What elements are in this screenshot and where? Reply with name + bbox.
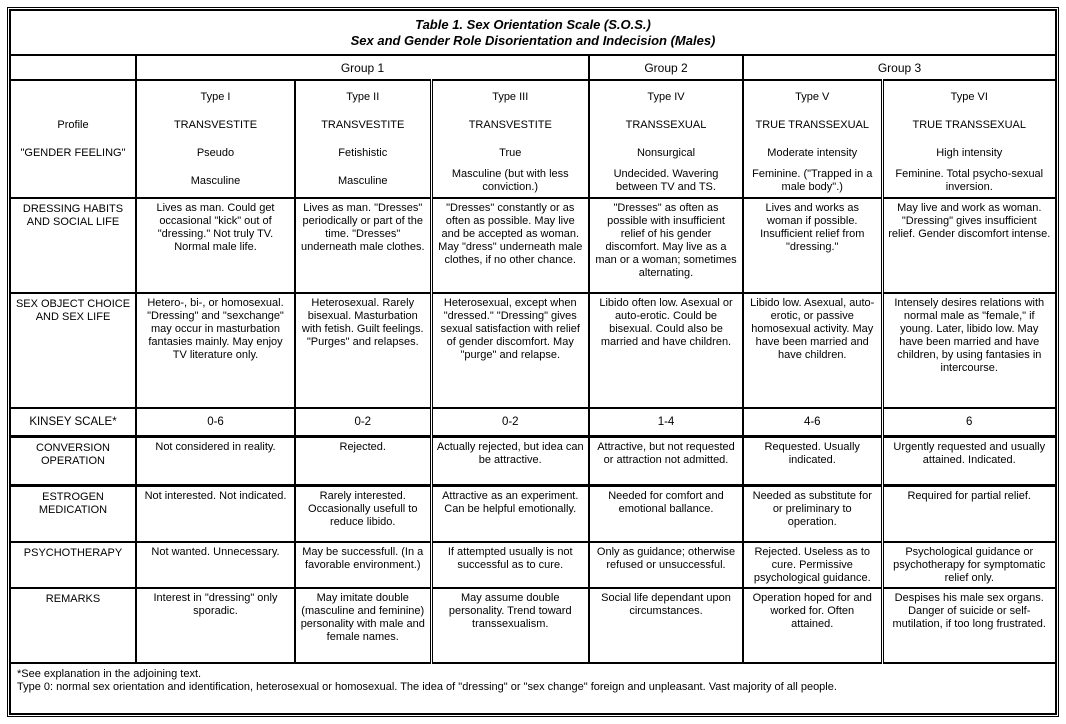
table-cell: Libido low. Asexual, auto-erotic, or passive homosexual activity. May have been married and have children. — [743, 293, 882, 408]
feeling-label: Masculine (but with less conviction.) — [451, 168, 569, 193]
category-label: TRANSSEXUAL — [625, 118, 707, 131]
row-label-estrogen-medication: ESTROGEN MEDICATION — [11, 485, 136, 542]
row-label-conversion-operation: CONVERSION OPERATION — [11, 436, 136, 485]
table-inner-border — [9, 9, 1057, 715]
table-cell: May assume double personality. Trend toward transsexualism. — [431, 588, 589, 663]
table-cell: Rejected. — [295, 436, 431, 485]
row-label-remarks: REMARKS — [11, 588, 136, 663]
table-cell: Only as guidance; otherwise refused or unsuccessful. — [589, 542, 743, 588]
profile-label-spacer — [14, 167, 132, 195]
conversion-operation-row — [11, 436, 1055, 485]
psychotherapy-row — [11, 542, 1055, 588]
remarks-row — [11, 588, 1055, 663]
kinsey-scale-row — [11, 408, 1055, 436]
profile-cell-type-vi — [882, 80, 1055, 198]
group-2-header: Group 2 — [589, 55, 743, 80]
table-cell: Not interested. Not indicated. — [136, 485, 295, 542]
variant-label: Fetishistic — [338, 146, 388, 159]
table-cell: 1-4 — [589, 408, 743, 436]
table-cell: Social life dependant upon circumstances. — [589, 588, 743, 663]
table-cell: Needed for comfort and emotional ballance. — [589, 485, 743, 542]
table-cell: Heterosexual. Rarely bisexual. Masturbation with fetish. Guilt feelings. "Purges" and relapses. — [295, 293, 431, 408]
variant-label: Moderate intensity — [767, 146, 858, 159]
table-subtitle: Sex and Gender Role Disorientation and Indecision (Males) — [350, 32, 716, 48]
sex-object-row — [11, 293, 1055, 408]
type-label: Type V — [795, 90, 830, 103]
footnote-type-0: Type 0: normal sex orientation and identification, heterosexual or homosexual. The idea of "dressing" or "sex change" foreign and unpleasant. Vast majority of all people. — [17, 681, 837, 693]
table-cell: Urgently requested and usually attained. Indicated. — [882, 436, 1055, 485]
table-cell: Intensely desires relations with normal male as "female," if young. Later, libido low. May have been married and have children, by using fantasies in intercourse. — [882, 293, 1055, 408]
table-cell: 6 — [882, 408, 1055, 436]
table-cell: Required for partial relief. — [882, 485, 1055, 542]
category-label: TRUE TRANSSEXUAL — [912, 118, 1026, 131]
profile-cell-type-iv — [589, 80, 743, 198]
group-1-header: Group 1 — [136, 55, 589, 80]
feeling-label: Feminine. ("Trapped in a male body".) — [752, 168, 873, 193]
table-cell: 0-6 — [136, 408, 295, 436]
table-cell: May imitate double (masculine and feminine) personality with male and female names. — [295, 588, 431, 663]
profile-label: Profile — [57, 118, 89, 131]
table-cell: Libido often low. Asexual or auto-erotic. Could be bisexual. Could also be married and have children. — [589, 293, 743, 408]
footnote-asterisk: *See explanation in the adjoining text. — [17, 668, 202, 680]
table-cell: Heterosexual, except when "dressed." "Dressing" gives sexual satisfaction with relief of gender discomfort. May "purge" and relapse. — [431, 293, 589, 408]
feeling-label: Undecided. Wavering between TV and TS. — [613, 168, 719, 193]
table-cell: Rarely interested. Occasionally usefull to reduce libido. — [295, 485, 431, 542]
estrogen-medication-row — [11, 485, 1055, 542]
type-label: Type I — [200, 90, 231, 103]
type-label: Type IV — [647, 90, 685, 103]
table-cell: Hetero-, bi-, or homosexual. "Dressing" and "sexchange" may occur in masturbation fantasies mainly. May enjoy TV literature only. — [136, 293, 295, 408]
sos-table — [11, 11, 1055, 713]
table-cell: If attempted usually is not successful as to cure. — [431, 542, 589, 588]
footnote-cell — [11, 663, 1055, 713]
row-label-sex-object: SEX OBJECT CHOICE AND SEX LIFE — [11, 293, 136, 408]
group-header-row — [11, 55, 1055, 80]
table-cell: 4-6 — [743, 408, 882, 436]
table-title-cell — [11, 11, 1055, 55]
type-label: Type II — [346, 90, 380, 103]
table-cell: Requested. Usually indicated. — [743, 436, 882, 485]
table-cell: 0-2 — [295, 408, 431, 436]
profile-cell-type-v — [743, 80, 882, 198]
variant-label: Pseudo — [196, 146, 235, 159]
profile-cell-type-iii — [431, 80, 589, 198]
type-label: Type III — [492, 90, 529, 103]
title-row — [11, 11, 1055, 55]
table-cell: Psychological guidance or psychotherapy for symptomatic relief only. — [882, 542, 1055, 588]
category-label: TRUE TRANSSEXUAL — [755, 118, 869, 131]
table-cell: Lives as man. Could get occasional "kick" out of "dressing." Not truly TV. Normal male life. — [136, 198, 295, 293]
type-label: Type VI — [950, 90, 988, 103]
profile-cell-type-i — [136, 80, 295, 198]
profile-label-spacer — [14, 83, 132, 111]
table-cell: May be successfull. (In a favorable environment.) — [295, 542, 431, 588]
table-cell: Actually rejected, but idea can be attractive. — [431, 436, 589, 485]
category-label: TRANSVESTITE — [173, 118, 258, 131]
table-cell: Interest in "dressing" only sporadic. — [136, 588, 295, 663]
row-label-psychotherapy: PSYCHOTHERAPY — [11, 542, 136, 588]
table-outer-border — [7, 7, 1059, 717]
profile-cell-type-ii — [295, 80, 431, 198]
variant-label: High intensity — [936, 146, 1003, 159]
table-cell: Rejected. Useless as to cure. Permissive psychological guidance. — [743, 542, 882, 588]
table-cell: Attractive, but not requested or attraction not admitted. — [589, 436, 743, 485]
table-cell: "Dresses" constantly or as often as possible. May live and be accepted as woman. May "dress" underneath male clothes, if no other chance. — [431, 198, 589, 293]
feeling-label: Feminine. Total psycho-sexual inversion. — [895, 168, 1044, 193]
profile-row-label — [11, 80, 136, 198]
table-cell: Attractive as an experiment. Can be helpful emotionally. — [431, 485, 589, 542]
variant-label: Nonsurgical — [636, 146, 696, 159]
dressing-habits-row — [11, 198, 1055, 293]
footnote-row — [11, 663, 1055, 713]
group-3-header: Group 3 — [743, 55, 1055, 80]
feeling-label: Masculine — [337, 174, 388, 187]
table-cell: Despises his male sex organs. Danger of suicide or self-mutilation, if too long frustrated. — [882, 588, 1055, 663]
table-cell: May live and work as woman. "Dressing" gives insufficient relief. Gender discomfort intense. — [882, 198, 1055, 293]
table-cell: Operation hoped for and worked for. Often attained. — [743, 588, 882, 663]
category-label: TRANSVESTITE — [321, 118, 405, 131]
group-header-spacer — [11, 55, 136, 80]
row-label-kinsey-scale: KINSEY SCALE* — [11, 408, 136, 436]
table-cell: Needed as substitute for or preliminary to operation. — [743, 485, 882, 542]
category-label: TRANSVESTITE — [468, 118, 552, 131]
table-cell: Lives as man. "Dresses" periodically or part of the time. "Dresses" underneath male clothes. — [295, 198, 431, 293]
profile-row — [11, 80, 1055, 198]
table-cell: 0-2 — [431, 408, 589, 436]
table-cell: "Dresses" as often as possible with insufficient relief of his gender discomfort. May live as a man or a woman; sometimes alternating. — [589, 198, 743, 293]
gender-feeling-label: "GENDER FEELING" — [20, 146, 126, 159]
table-cell: Not wanted. Unnecessary. — [136, 542, 295, 588]
variant-label: True — [499, 146, 522, 159]
table-cell: Lives and works as woman if possible. Insufficient relief from "dressing." — [743, 198, 882, 293]
table-title: Table 1. Sex Orientation Scale (S.O.S.) — [415, 16, 651, 32]
row-label-dressing-habits: DRESSING HABITS AND SOCIAL LIFE — [11, 198, 136, 293]
feeling-label: Masculine — [190, 174, 241, 187]
table-cell: Not considered in reality. — [136, 436, 295, 485]
